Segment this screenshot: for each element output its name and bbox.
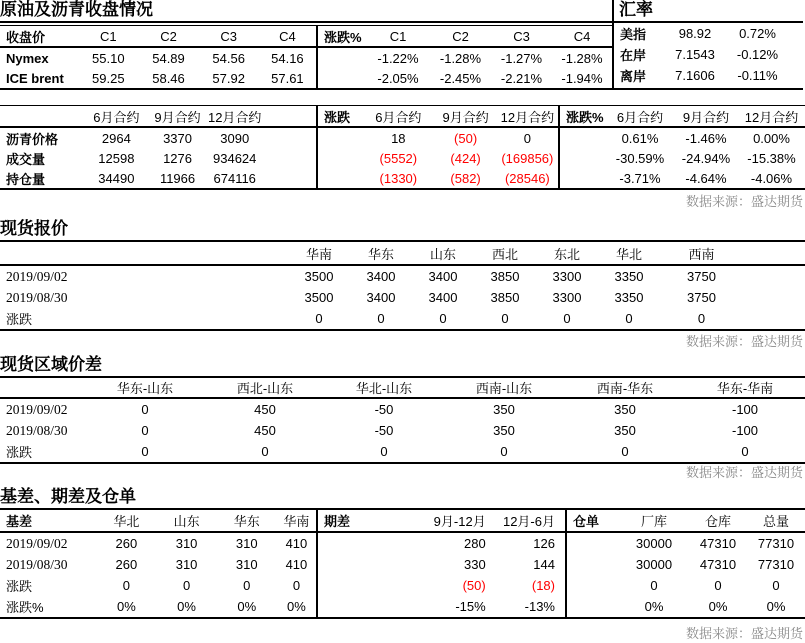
table-row	[614, 44, 803, 65]
column-header: 西北	[474, 242, 536, 265]
cell-value: 310	[175, 557, 198, 572]
cell-value	[743, 265, 805, 287]
column-header: 6月合约	[84, 106, 148, 127]
column-header: 华北	[96, 510, 156, 532]
row-label	[318, 532, 378, 554]
basis-tables	[0, 510, 805, 619]
cell-value: 3400	[366, 269, 396, 284]
cell-value: 3850	[490, 269, 520, 284]
cell-value: -4.06%	[750, 170, 793, 186]
column-header: 华南	[277, 510, 317, 532]
cell-value: 934624	[213, 150, 257, 166]
row-label	[567, 575, 619, 596]
cell-value: 0	[500, 444, 508, 459]
cell-value	[785, 23, 803, 44]
row-label: 2019/08/30	[6, 289, 68, 305]
fx-rate-panel	[612, 0, 803, 90]
cell-value: 12598	[98, 150, 135, 166]
cell-value: 2964	[101, 130, 131, 146]
fx-table	[614, 23, 803, 86]
cell-value: 450	[254, 423, 276, 438]
cell-value: 77310	[757, 536, 795, 551]
cell-value: 0	[772, 578, 780, 593]
cell-value	[743, 287, 805, 308]
cell-value: 0	[122, 578, 130, 593]
table-row	[0, 287, 805, 308]
section-title-basis: 基差、期差及仓单	[0, 487, 805, 510]
column-header: C3	[491, 26, 552, 47]
table-row	[0, 398, 805, 420]
column-header: C4	[259, 26, 317, 47]
cell-value: 3850	[490, 290, 520, 305]
cell-value: -100	[731, 402, 759, 417]
asphalt-change-pct-table	[560, 106, 805, 188]
column-header: C2	[138, 26, 198, 47]
column-header: 西南-山东	[443, 378, 565, 398]
cell-value: 410	[285, 536, 308, 551]
table-label: 仓单	[567, 510, 619, 532]
table-label: 涨跌%	[318, 26, 366, 47]
section-title-crude: 原油及沥青收盘情况	[0, 0, 612, 23]
regional-spread-table	[0, 378, 805, 464]
cell-value: 57.92	[212, 70, 245, 86]
table-row	[318, 148, 559, 168]
column-header: 9月合约	[148, 106, 206, 127]
row-label	[567, 554, 619, 575]
column-header: 9月-12月	[378, 510, 495, 532]
cell-value: -50	[374, 423, 394, 438]
cell-value: 0	[563, 311, 571, 326]
cell-value: (50)	[462, 578, 486, 593]
table-label: 涨跌%	[560, 106, 606, 127]
row-label	[318, 596, 378, 617]
table-row	[0, 575, 317, 596]
cell-value: 260	[115, 557, 138, 572]
column-header: 9月合约	[434, 106, 496, 127]
cell-value: -0.12%	[736, 47, 779, 62]
row-label: 涨跌	[6, 445, 33, 460]
row-label: 成交量	[6, 151, 46, 167]
asphalt-contract-section	[0, 105, 805, 190]
cell-value: -1.28%	[439, 50, 482, 66]
cell-value: 0%	[766, 599, 786, 614]
table-row	[318, 596, 566, 617]
column-header: 华东-华南	[685, 378, 805, 398]
crude-close-left	[0, 0, 612, 90]
column-header: 山东	[156, 510, 216, 532]
column-header: C2	[430, 26, 491, 47]
row-label	[318, 127, 362, 148]
cell-value: 47310	[699, 557, 737, 572]
row-label: 在岸	[620, 48, 647, 63]
cell-value: 3090	[220, 130, 250, 146]
cell-value: 3500	[304, 290, 334, 305]
cell-value: -3.71%	[619, 170, 661, 186]
row-label: 2019/09/02	[6, 268, 68, 284]
column-header: 东北	[536, 242, 598, 265]
cell-value: 0%	[116, 599, 136, 614]
cell-value: -1.46%	[685, 130, 727, 146]
column-header: 9月合约	[674, 106, 738, 127]
warehouse-receipt-table	[567, 510, 805, 617]
crude-tables	[0, 25, 612, 90]
column-header: 6月合约	[606, 106, 674, 127]
table-row	[567, 575, 805, 596]
row-label: ICE brent	[6, 70, 64, 86]
cell-value: (50)	[454, 130, 478, 146]
cell-value: 0	[377, 311, 385, 326]
cell-value: 126	[533, 536, 555, 551]
row-label	[318, 554, 378, 575]
column-header: 华东	[217, 510, 277, 532]
column-header	[743, 242, 805, 265]
row-label	[560, 148, 606, 168]
column-header: 总量	[747, 510, 805, 532]
cell-value: (424)	[450, 150, 481, 166]
cell-value: 350	[614, 423, 636, 438]
cell-value: 77310	[757, 557, 795, 572]
calendar-spread-table	[318, 510, 567, 617]
cell-value: 3300	[552, 269, 582, 284]
cell-value: 330	[464, 557, 486, 572]
row-label: 涨跌%	[6, 600, 44, 615]
table-row	[0, 168, 317, 188]
row-label: 涨跌	[6, 312, 33, 327]
cell-value: 7.1606	[675, 68, 715, 83]
basis-table	[0, 510, 318, 617]
cell-value: (28546)	[504, 170, 550, 186]
cell-value: 0%	[287, 599, 306, 614]
cell-value: (169856)	[501, 150, 554, 166]
cell-value: (18)	[531, 578, 555, 593]
cell-value	[743, 308, 805, 330]
cell-value: 350	[614, 402, 636, 417]
cell-value: 0	[523, 130, 531, 146]
cell-value: -2.45%	[439, 70, 482, 86]
column-header: 6月合约	[362, 106, 434, 127]
cell-value: -4.64%	[685, 170, 727, 186]
column-header: 12月合约	[738, 106, 805, 127]
cell-value: 280	[464, 536, 486, 551]
column-header: 12月合约	[497, 106, 559, 127]
cell-value	[263, 168, 317, 188]
table-row	[0, 148, 317, 168]
cell-value: 0	[625, 311, 633, 326]
table-row	[0, 596, 317, 617]
cell-value: 450	[254, 402, 276, 417]
row-label: 2019/08/30	[6, 422, 68, 438]
cell-value: 3750	[687, 269, 716, 284]
cell-value: 0%	[177, 599, 196, 614]
cell-value: -1.94%	[561, 70, 603, 86]
cell-value: 144	[533, 557, 555, 572]
cell-value: 59.25	[92, 70, 125, 86]
table-row	[0, 68, 317, 88]
table-row	[0, 127, 317, 148]
table-row	[318, 68, 612, 88]
column-header: C4	[552, 26, 612, 47]
column-header: 12月合约	[207, 106, 263, 127]
table-row	[560, 127, 805, 148]
data-source-note: 数据来源：盛达期货	[685, 465, 803, 480]
column-header	[263, 106, 317, 127]
cell-value	[263, 148, 317, 168]
cell-value: -24.94%	[681, 150, 731, 166]
row-label: 离岸	[620, 69, 647, 84]
cell-value: 0	[182, 578, 191, 593]
cell-value: 7.1543	[675, 47, 715, 62]
cell-value: 0%	[644, 599, 664, 614]
row-label: 美指	[620, 27, 647, 42]
cell-value: 34490	[98, 170, 135, 186]
row-label	[567, 596, 619, 617]
cell-value: 30000	[635, 536, 673, 551]
column-header: 华北-山东	[325, 378, 443, 398]
section-title-regional: 现货区域价差	[0, 355, 805, 378]
column-header: 仓库	[689, 510, 747, 532]
section-title-spot: 现货报价	[0, 219, 805, 242]
table-label: 收盘价	[0, 26, 78, 47]
asphalt-price-table	[0, 106, 318, 188]
cell-value: -100	[731, 423, 759, 438]
table-row	[0, 420, 805, 441]
cell-value: 0	[621, 444, 629, 459]
cell-value: 410	[285, 557, 308, 572]
cell-value: -15%	[455, 599, 486, 614]
table-row	[0, 532, 317, 554]
cell-value: -1.28%	[561, 50, 603, 66]
table-row	[560, 148, 805, 168]
table-row	[318, 532, 566, 554]
row-label	[318, 168, 362, 188]
table-label: 基差	[0, 510, 96, 532]
cell-value: 0	[261, 444, 269, 459]
row-label: 2019/09/02	[6, 401, 68, 417]
cell-value: 98.92	[678, 26, 712, 41]
cell-value: 0	[243, 578, 251, 593]
row-label	[318, 575, 378, 596]
cell-value: 1276	[163, 150, 192, 166]
cell-value: 54.56	[212, 50, 245, 66]
cell-value: (1330)	[379, 170, 418, 186]
cell-value: 3400	[428, 269, 458, 284]
table-row	[614, 23, 803, 44]
cell-value: 0	[741, 444, 749, 459]
column-header: C1	[78, 26, 138, 47]
cell-value: 0	[697, 311, 706, 326]
table-label	[0, 378, 85, 398]
cell-value: 55.10	[92, 50, 125, 66]
row-label	[318, 47, 366, 68]
cell-value: 3370	[163, 130, 192, 146]
cell-value: -1.22%	[377, 50, 419, 66]
row-label: 涨跌	[6, 579, 33, 594]
basis-section	[0, 487, 805, 619]
cell-value: 0.72%	[739, 26, 776, 41]
cell-value: 0	[501, 311, 509, 326]
table-row	[560, 168, 805, 188]
row-label: Nymex	[6, 50, 49, 66]
close-price-table	[0, 26, 318, 88]
crude-close-section	[0, 0, 805, 90]
data-source-note: 数据来源：盛达期货	[685, 334, 803, 349]
cell-value: 0%	[237, 599, 257, 614]
column-header: 华北	[598, 242, 660, 265]
spot-price-table	[0, 242, 805, 331]
cell-value: -30.59%	[615, 150, 665, 166]
section-title-fx: 汇率	[614, 0, 803, 23]
cell-value: 47310	[699, 536, 737, 551]
cell-value: 350	[493, 423, 515, 438]
table-row	[567, 532, 805, 554]
table-row	[567, 596, 805, 617]
cell-value: 350	[493, 402, 515, 417]
cell-value: -50	[374, 402, 394, 417]
data-source-note: 数据来源：盛达期货	[685, 194, 803, 209]
cell-value: 260	[115, 536, 138, 551]
cell-value: -2.05%	[377, 70, 419, 86]
cell-value: 0	[714, 578, 722, 593]
column-header: 12月-6月	[496, 510, 566, 532]
cell-value: 30000	[635, 557, 673, 572]
column-header: 华南	[288, 242, 350, 265]
column-header: 华东	[350, 242, 412, 265]
column-header: 山东	[412, 242, 474, 265]
cell-value: 3750	[687, 290, 716, 305]
cell-value: 0.00%	[753, 130, 790, 146]
table-row	[318, 575, 566, 596]
table-row	[0, 308, 805, 330]
table-row	[318, 47, 612, 68]
row-label	[318, 68, 366, 88]
table-row	[614, 65, 803, 86]
table-row	[0, 554, 317, 575]
table-label	[0, 242, 288, 265]
row-label: 2019/09/02	[6, 535, 68, 551]
cell-value: 0.61%	[621, 130, 659, 146]
cell-value: 3300	[552, 290, 582, 305]
cell-value: 0	[439, 311, 447, 326]
column-header: 华东-山东	[85, 378, 205, 398]
cell-value: 0	[141, 423, 149, 438]
cell-value: -13%	[524, 599, 555, 614]
cell-value: -1.27%	[500, 50, 543, 66]
table-label	[0, 106, 84, 127]
cell-value: 310	[175, 536, 198, 551]
spot-quote-section	[0, 219, 805, 331]
row-label	[318, 148, 362, 168]
row-label: 持仓量	[6, 171, 46, 187]
table-row	[567, 554, 805, 575]
regional-spread-section	[0, 355, 805, 464]
cell-value: 54.16	[271, 50, 304, 66]
cell-value: 0	[650, 578, 658, 593]
cell-value: 0	[292, 578, 301, 593]
cell-value: -0.11%	[737, 68, 778, 83]
close-change-table	[318, 26, 612, 88]
cell-value: 11966	[159, 170, 196, 186]
column-header: 西南	[660, 242, 743, 265]
cell-value	[785, 65, 803, 86]
column-header: 西北-山东	[205, 378, 325, 398]
data-source-note: 数据来源：盛达期货	[685, 626, 803, 641]
column-header: C1	[366, 26, 430, 47]
row-label	[560, 127, 606, 148]
cell-value: 310	[235, 557, 258, 572]
cell-value: 0	[315, 311, 323, 326]
cell-value: 3350	[614, 290, 644, 305]
cell-value: 674116	[213, 170, 256, 186]
table-label: 期差	[318, 510, 378, 532]
cell-value: 3400	[366, 290, 396, 305]
cell-value: 18	[391, 130, 406, 146]
row-label: 2019/08/30	[6, 556, 68, 572]
table-row	[318, 554, 566, 575]
cell-value: 3500	[304, 269, 334, 284]
table-row	[0, 265, 805, 287]
cell-value: 0%	[708, 599, 728, 614]
table-label: 涨跌	[318, 106, 362, 127]
row-label	[560, 168, 606, 188]
cell-value: 3350	[614, 269, 644, 284]
cell-value: -2.21%	[500, 70, 543, 86]
cell-value: 58.46	[152, 70, 185, 86]
cell-value	[263, 127, 317, 148]
cell-value: 0	[141, 444, 149, 459]
cell-value: 0	[141, 402, 149, 417]
cell-value	[785, 44, 803, 65]
table-row	[318, 168, 559, 188]
column-header: 西南-华东	[565, 378, 685, 398]
row-label	[567, 532, 619, 554]
cell-value: -15.38%	[747, 150, 796, 166]
cell-value: (5552)	[379, 150, 418, 166]
row-label: 沥青价格	[6, 131, 59, 147]
cell-value: 0	[380, 444, 388, 459]
asphalt-change-table	[318, 106, 560, 188]
cell-value: 54.89	[152, 50, 185, 66]
table-row	[0, 441, 805, 463]
table-row	[318, 127, 559, 148]
cell-value: (582)	[450, 170, 481, 186]
cell-value: 310	[235, 536, 258, 551]
table-row	[0, 47, 317, 68]
cell-value: 57.61	[271, 70, 304, 86]
column-header: 厂库	[619, 510, 689, 532]
cell-value: 3400	[428, 290, 458, 305]
column-header: C3	[199, 26, 259, 47]
